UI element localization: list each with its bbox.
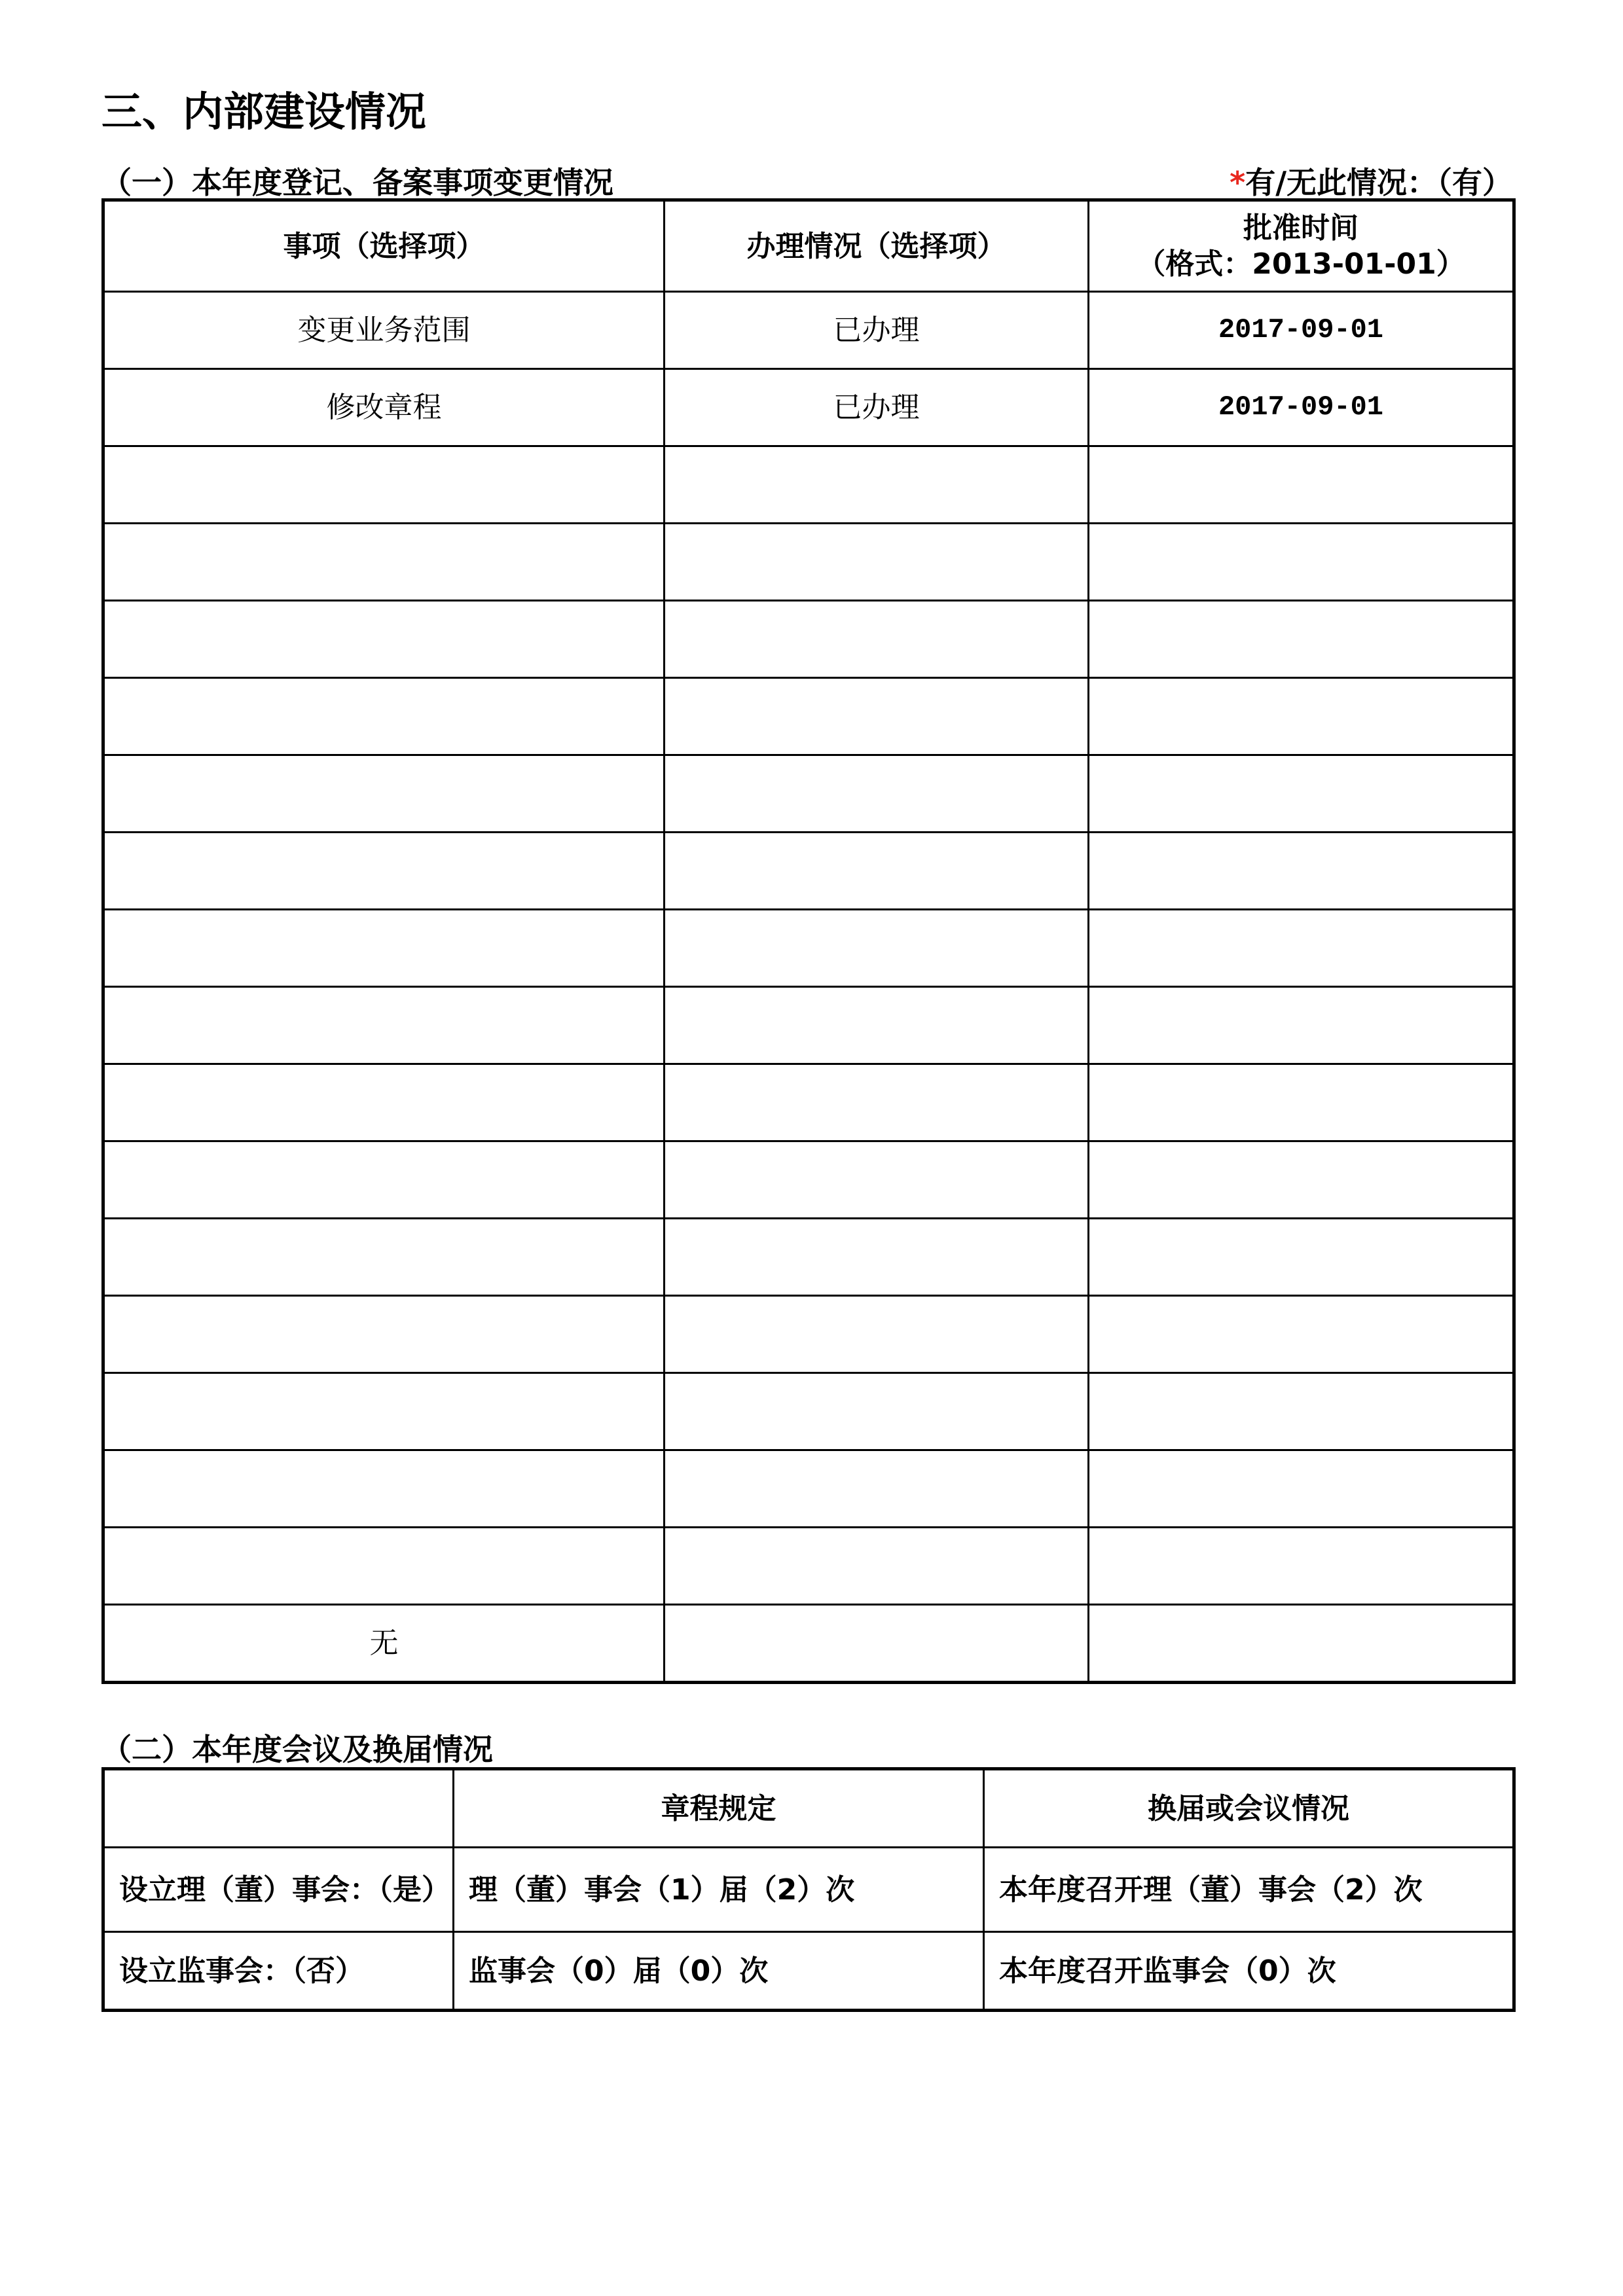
item-cell [103, 1141, 665, 1219]
approval-date-cell [1089, 1373, 1514, 1450]
status-cell: 已办理 [665, 369, 1089, 446]
table-row [103, 1064, 1514, 1141]
item-cell: 修改章程 [103, 369, 665, 446]
status-cell [665, 833, 1089, 910]
status-cell [665, 1141, 1089, 1219]
meeting-table [101, 1767, 1516, 2012]
part1-heading: （一）本年度登记、备案事项变更情况 [101, 165, 613, 200]
approval-date-cell [1089, 678, 1514, 755]
required-star: * [1230, 165, 1246, 200]
approval-date-cell [1089, 1605, 1514, 1683]
status-cell [665, 1373, 1089, 1450]
status-cell [665, 446, 1089, 524]
item-cell [103, 1450, 665, 1528]
table-row [103, 910, 1514, 987]
approval-date-cell [1089, 1528, 1514, 1605]
table-row [103, 1450, 1514, 1528]
board-setup: 设立理（董）事会：（是） [103, 1848, 454, 1932]
table-row [103, 292, 1514, 369]
supervisory-charter-rule: 监事会（0）届（0）次 [454, 1932, 984, 2011]
approval-date-cell: 2017-09-01 [1089, 369, 1514, 446]
header-charter-rule: 章程规定 [454, 1769, 984, 1848]
approval-date-cell [1089, 446, 1514, 524]
registration-change-table [101, 198, 1516, 1684]
status-cell [665, 601, 1089, 678]
item-cell [103, 987, 665, 1064]
table-row [103, 1296, 1514, 1373]
status-cell [665, 755, 1089, 833]
part2-heading-row [101, 1728, 1512, 1765]
supervisory-meeting-status: 本年度召开监事会（0）次 [984, 1932, 1514, 2011]
status-cell [665, 1064, 1089, 1141]
item-cell [103, 1064, 665, 1141]
status-cell [665, 910, 1089, 987]
section-title: 三、内部建设情况 [101, 88, 427, 135]
table-row [103, 1605, 1514, 1683]
approval-date-cell [1089, 755, 1514, 833]
header-approval-date-format: （格式：2013-01-01） [1137, 247, 1465, 281]
table-row [103, 1141, 1514, 1219]
item-cell: 变更业务范围 [103, 292, 665, 369]
status-cell [665, 1605, 1089, 1683]
item-cell [103, 678, 665, 755]
status-cell [665, 524, 1089, 601]
item-cell [103, 446, 665, 524]
item-cell [103, 1373, 665, 1450]
status-cell [665, 1219, 1089, 1296]
supervisory-setup: 设立监事会：（否） [103, 1932, 454, 2011]
approval-date-cell [1089, 833, 1514, 910]
header-meeting-status: 换届或会议情况 [984, 1769, 1514, 1848]
approval-date-cell [1089, 601, 1514, 678]
approval-date-cell [1089, 1219, 1514, 1296]
has-situation-text: 有/无此情况：（有） [1245, 165, 1512, 200]
status-cell [665, 1450, 1089, 1528]
table-row [103, 1528, 1514, 1605]
approval-date-cell [1089, 524, 1514, 601]
table-row [103, 1848, 1514, 1932]
item-cell [103, 601, 665, 678]
part1-heading-row [101, 161, 1512, 198]
table-header-row [103, 200, 1514, 292]
status-cell [665, 1528, 1089, 1605]
status-cell: 已办理 [665, 292, 1089, 369]
table-row [103, 1932, 1514, 2011]
table-row [103, 524, 1514, 601]
status-cell [665, 1296, 1089, 1373]
item-cell [103, 833, 665, 910]
approval-date-cell [1089, 1450, 1514, 1528]
item-cell [103, 755, 665, 833]
table-row [103, 833, 1514, 910]
approval-date-cell [1089, 987, 1514, 1064]
header-status: 办理情况（选择项） [665, 200, 1089, 292]
item-cell: 无 [103, 1605, 665, 1683]
part2-heading: （二）本年度会议及换届情况 [101, 1732, 493, 1767]
header-approval-date-title: 批准时间 [1243, 211, 1359, 245]
approval-date-cell [1089, 910, 1514, 987]
table-row [103, 369, 1514, 446]
status-cell [665, 678, 1089, 755]
item-cell [103, 910, 665, 987]
approval-date-cell [1089, 1064, 1514, 1141]
table-row [103, 1373, 1514, 1450]
item-cell [103, 1296, 665, 1373]
approval-date-cell [1089, 1141, 1514, 1219]
header-approval-date [1089, 200, 1514, 292]
table-row [103, 1219, 1514, 1296]
item-cell [103, 524, 665, 601]
approval-date-cell: 2017-09-01 [1089, 292, 1514, 369]
table-row [103, 987, 1514, 1064]
status-cell [665, 987, 1089, 1064]
table-row [103, 678, 1514, 755]
header-blank [103, 1769, 454, 1848]
board-meeting-status: 本年度召开理（董）事会（2）次 [984, 1848, 1514, 1932]
table-row [103, 446, 1514, 524]
header-item: 事项（选择项） [103, 200, 665, 292]
table-header-row [103, 1769, 1514, 1848]
item-cell [103, 1528, 665, 1605]
table-row [103, 755, 1514, 833]
item-cell [103, 1219, 665, 1296]
table-row [103, 601, 1514, 678]
board-charter-rule: 理（董）事会（1）届（2）次 [454, 1848, 984, 1932]
has-situation-flag [1230, 165, 1512, 200]
approval-date-cell [1089, 1296, 1514, 1373]
